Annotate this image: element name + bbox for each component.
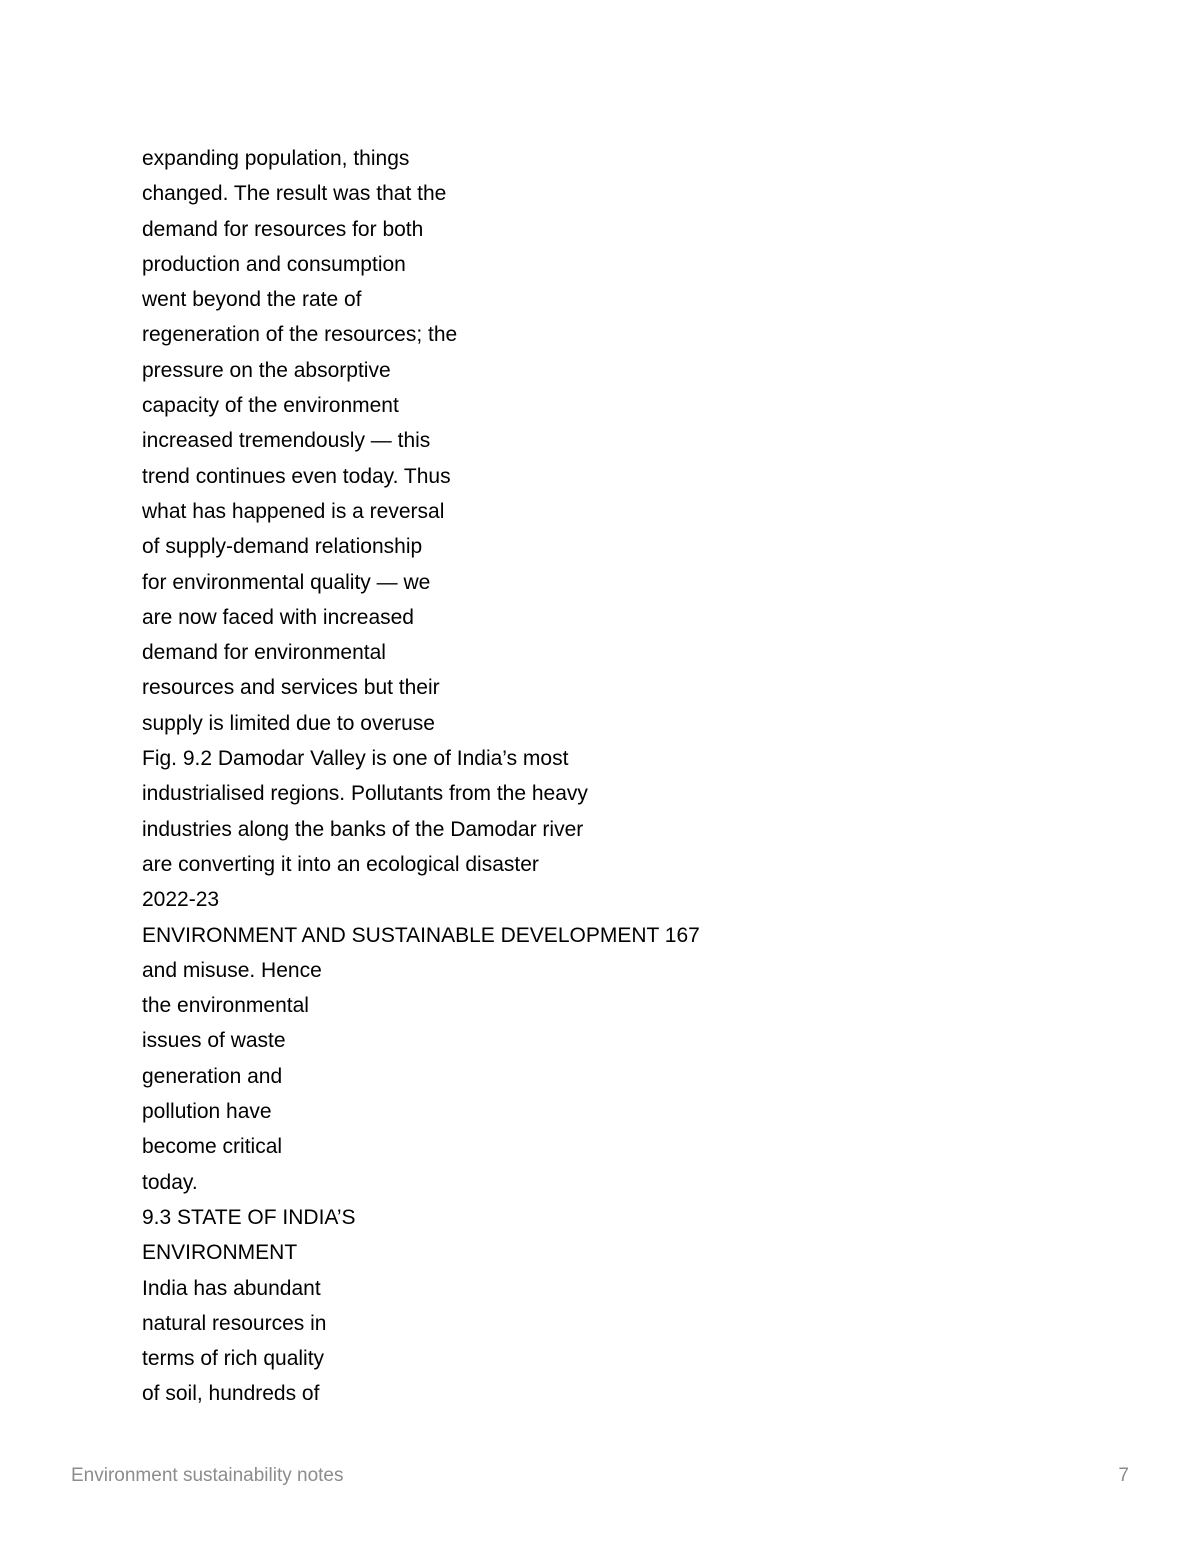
text-line: expanding population, things <box>142 147 410 170</box>
running-header: ENVIRONMENT AND SUSTAINABLE DEVELOPMENT 167 <box>142 923 700 947</box>
text-line: increased tremendously — this <box>142 429 431 453</box>
figure-caption-line: industrialised regions. Pollutants from the heavy <box>142 782 588 806</box>
page-body <box>142 141 1042 1412</box>
figure-caption-line: industries along the banks of the Damodar river <box>142 817 584 841</box>
text-line: and misuse. Hence <box>142 958 322 982</box>
text-line: terms of rich quality <box>142 1347 325 1371</box>
text-line: demand for resources for both <box>142 217 424 241</box>
text-line: changed. The result was that the <box>142 182 447 206</box>
text-line: capacity of the environment <box>142 394 399 418</box>
text-line: today. <box>142 1170 198 1194</box>
figure-caption-line: are converting it into an ecological disaster <box>142 852 539 876</box>
text-line: trend continues even today. Thus <box>142 464 451 488</box>
text-line: pressure on the absorptive <box>142 358 391 382</box>
text-line: went beyond the rate of <box>142 288 362 312</box>
text-line: of supply-demand relationship <box>142 535 423 559</box>
section-heading-line: ENVIRONMENT <box>142 1241 298 1265</box>
text-line: demand for environmental <box>142 641 386 665</box>
text-line: of soil, hundreds of <box>142 1382 320 1406</box>
text-line: regeneration of the resources; the <box>142 323 458 347</box>
text-line: natural resources in <box>142 1311 327 1335</box>
footer-title: Environment sustainability notes <box>71 1465 344 1486</box>
figure-caption-line: Fig. 9.2 Damodar Valley is one of India’s most <box>142 747 569 771</box>
page-number: 7 <box>1118 1465 1129 1486</box>
text-line: the environmental <box>142 994 309 1018</box>
text-line: issues of waste <box>142 1029 286 1053</box>
text-line: supply is limited due to overuse <box>142 711 435 735</box>
text-line: what has happened is a reversal <box>142 499 445 523</box>
text-line: for environmental quality — we <box>142 570 431 594</box>
text-line: generation and <box>142 1064 283 1088</box>
text-line: are now faced with increased <box>142 605 414 629</box>
text-line: production and consumption <box>142 252 406 276</box>
text-line: become critical <box>142 1135 283 1159</box>
year-marker: 2022-23 <box>142 888 220 912</box>
section-heading-line: 9.3 STATE OF INDIA’S <box>142 1205 356 1229</box>
text-line: resources and services but their <box>142 676 440 700</box>
text-line: India has abundant <box>142 1276 321 1300</box>
text-line: pollution have <box>142 1100 272 1124</box>
